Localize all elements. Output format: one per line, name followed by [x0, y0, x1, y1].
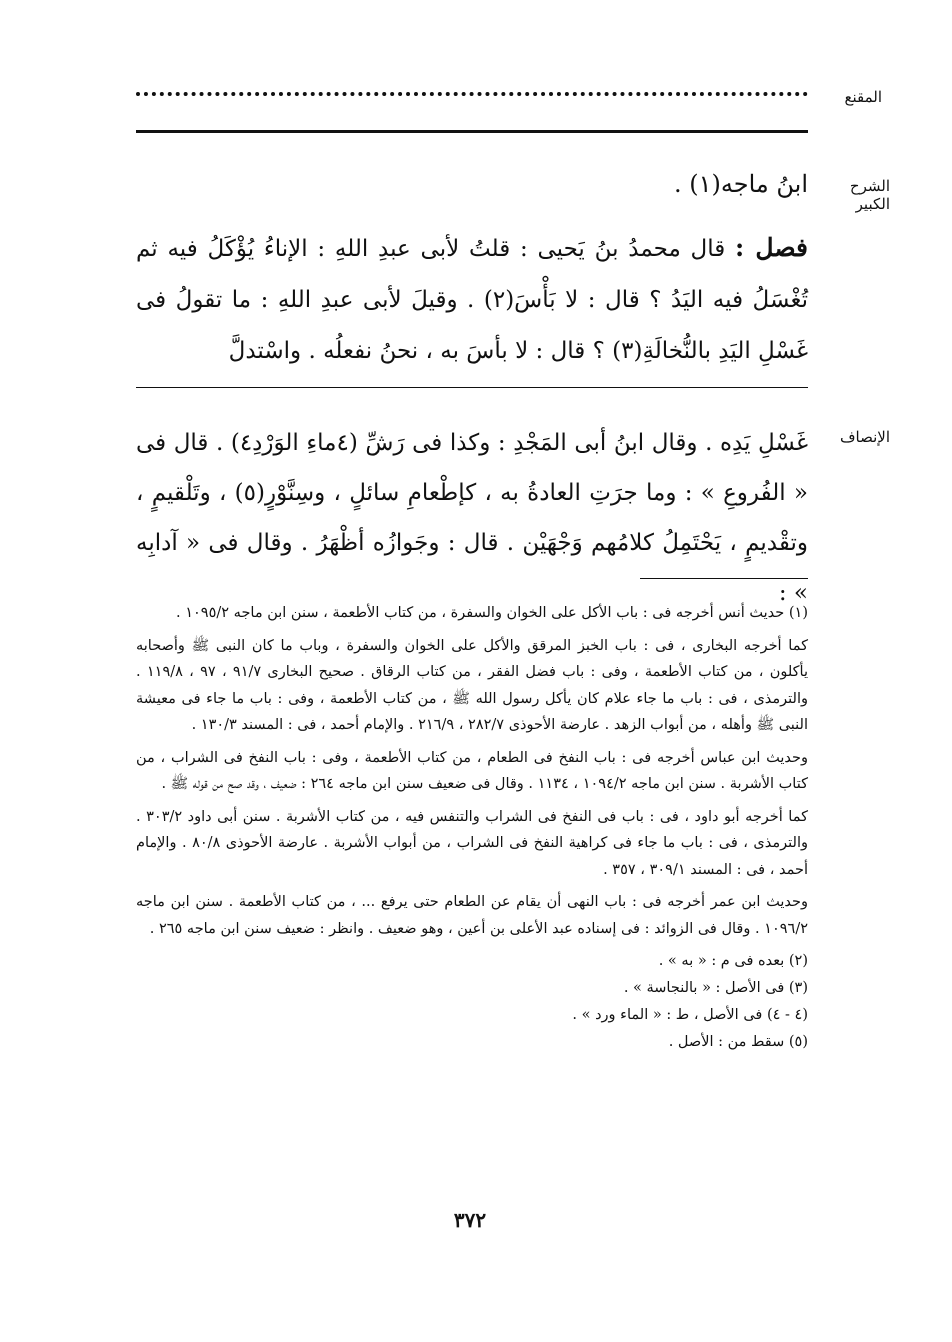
footnote-2: (٢) بعده فى م : « به » . [658, 953, 808, 969]
sharh-paragraph [136, 222, 808, 377]
footnote-1-part-1: (١) حديث أنس أخرجه فى : باب الأكل على الخوان والسفرة ، من كتاب الأطعمة ، سنن ابن ماجه ١٠٩٥/٢ . [176, 605, 808, 621]
header-rule [136, 130, 808, 133]
section-divider [136, 387, 808, 388]
footnotes [136, 600, 808, 1056]
margin-label-insaf: الإنصاف [839, 428, 890, 446]
insaf-paragraph: غَسْلِ يَدِه . وقال ابنُ أبى المَجْدِ : وكذا فى رَشِّ (٤ماءِ الوَرْدِ٤) . قال فى « الفُروعِ » : وما جرَتِ العادةُ به ، كإطْعامِ سائلٍ ، وسِنَّوْرٍ(٥) ، وتَلْقيمٍ ، وتقْديمٍ ، يَحْتَمِلُ كلامُهم وَجْهَيْن . قال : وجَوازُه أظْهَرُ . وقال فى « آدابِه » : [136, 430, 808, 606]
page-number: ٣٧٢ [453, 1208, 487, 1232]
sharh-continuation-line: ابنُ ماجه(١) . [674, 170, 808, 198]
footnote-5: (٥) سقط من : الأصل . [668, 1034, 808, 1050]
footnote-1-part-4: كما أخرجه أبو داود ، فى : باب فى النفخ فى الشراب والتنفس فيه ، من كتاب الأشربة . سنن أبى داود ٣٠٣/٢ . والترمذى ، فى : باب ما جاء فى كراهية النفخ فى الشراب ، من أبواب الأشربة . عارضة الأحوذى ٨٠/٨ . والإمام أحمد ، فى : المسند ٣٠٩/١ ، ٣٥٧ . [136, 808, 809, 878]
sharh-paragraph-text: قال محمدُ بنُ يَحيى : قلتُ لأبى عبدِ اللهِ : الإناءُ يُؤْكَلُ فيه ثم تُغْسَلُ فيه اليَدُ ؟ قال : لا بَأْسَ(٢) . وقيلَ لأبى عبدِ اللهِ : ما تقولُ فى غَسْلِ اليَدِ بالنُّخالَةِ(٣) ؟ قال : لا بأسَ به ، نحنُ نفعلُه . واسْتدلَّ [136, 236, 808, 364]
header-dotted-line [136, 92, 808, 96]
footnote-rule [640, 578, 808, 579]
footnote-3: (٣) فى الأصل : « بالنجاسة » . [623, 980, 808, 996]
section-keyword: فصل : [735, 233, 808, 262]
footnote-1-part-5: وحديث ابن عمر أخرجه فى : باب النهى أن يقام عن الطعام حتى يرفع ... ، من كتاب الأطعمة . سنن ابن ماجه ١٠٩٦/٢ . وقال فى الزوائد : فى إسناده عبد الأعلى بن أعين ، وهو ضعيف . وانظر : ضعيف سنن ابن ماجه ٢٦٥ . [136, 894, 808, 937]
running-title: المقنع [844, 88, 882, 106]
footnote-4: (٤ - ٤) فى الأصل ، ط : « الماء ورد » . [572, 1007, 808, 1023]
footnote-1-part-2: كما أخرجه البخارى ، فى : باب الخبز المرقق والأكل على الخوان والسفرة ، وباب ما كان النبى ﷺ وأصحابه يأكلون ، من كتاب الأطعمة ، وفى : باب فضل الفقر ، من كتاب الرقاق . صحيح البخارى ٩١/٧ ، ٩٧ ، ١١٩/٨ . والترمذى ، فى : باب ما جاء علام كان يأكل رسول الله ﷺ ، من كتاب الأطعمة ، وفى : باب ما جاء فى معيشة النبى ﷺ وأهله ، من أبواب الزهد . عارضة الأحوذى ٢٨٢/٧ ، ٢١٦/٩ . والإمام أحمد ، فى : المسند ١٣٠/٣ . [136, 637, 809, 733]
footnote-1-part-3: وحديث ابن عباس أخرجه فى : باب النفخ فى الطعام ، من كتاب الأطعمة ، وفى : باب النفخ فى الشراب ، من كتاب الأشربة . سنن ابن ماجه ١٠٩٤/٢ ، ١١٣٤ . وقال فى ضعيف سنن ابن ماجه ٢٦٤ : ضعيف ، وقد صح من قوله ﷺ . [136, 749, 808, 792]
margin-label-sharh: الشرح الكبير [849, 177, 890, 213]
